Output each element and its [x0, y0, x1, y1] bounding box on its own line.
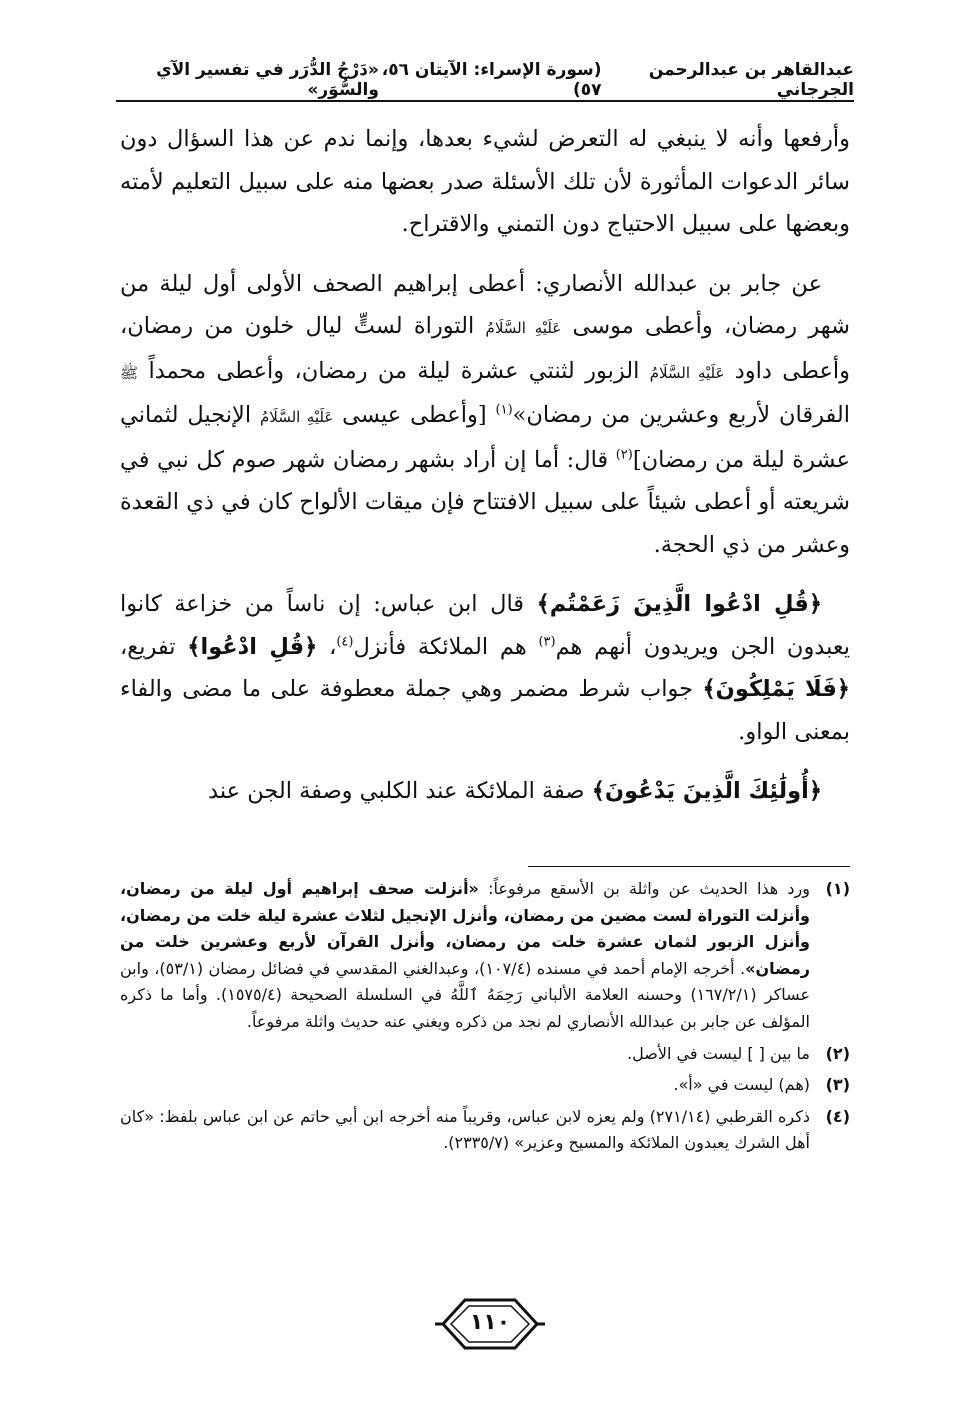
honorific-symbol: عَلَيْهِ السَّلَامُ	[485, 319, 562, 337]
footnote-divider	[528, 866, 850, 867]
footnote-ref-2[interactable]: (٢)	[615, 447, 633, 462]
footnote-number: (٤)	[825, 1106, 850, 1126]
footnote-number: (١)	[825, 879, 850, 898]
honorific-symbol: عَلَيْهِ السَّلَامُ	[259, 408, 334, 426]
footnote-ref-3[interactable]: (٣)	[538, 634, 556, 649]
running-header	[116, 62, 854, 98]
footnote-ref-1[interactable]: (١)	[495, 402, 513, 418]
quran-quote: ﴿قُلِ ادْعُوا الَّذِينَ زَعَمْتُم﴾	[536, 591, 822, 617]
page-number: ١١٠	[435, 1296, 545, 1352]
header-author: عبدالقاهر بن عبدالرحمن الجرجاني	[648, 60, 854, 100]
footnote-2: (٢) ما بين [ ] ليست في الأصل.	[120, 1041, 850, 1068]
honorific-symbol: عَلَيْهِ السَّلَامُ	[649, 363, 725, 382]
header-divider	[116, 100, 854, 102]
footnotes	[120, 876, 850, 1162]
header-surah: (سورة الإسراء: الآيتان ٥٦، ٥٧)	[381, 60, 602, 100]
quran-quote: ﴿أُولَٰئِكَ الَّذِينَ يَدْعُونَ﴾	[591, 778, 822, 804]
footnote-1: (١) ورد هذا الحديث عن واثلة بن الأسقع مرفوعاً: «أنزلت صحف إبراهيم أول ليلة من رمضان، وأنزلت التوراة لست مضين من رمضان، وأنزل الإنجيل لثلاث عشرة ليلة خلت من رمضان، وأنزل الزبور لثمان عشرة خلت من رمضان، وأنزل القرآن لأربع وعشرين خلت من رمضان». أخرجه الإمام أحمد في مسنده (١٠٧/٤)، وعبدالغني المقدسي في فضائل رمضان (٥٣/١)، وابن عساكر (١٦٧/٢/١) وحسنه العلامة الألباني رَحِمَهُ ٱللَّهُ في السلسلة الصحيحة (١٥٧٥/٤). وأما ما ذكره المؤلف عن جابر بن عبدالله الأنصاري لم نجد من ذكره ويغني عنه حديث واثلة مرفوعاً.	[120, 876, 850, 1036]
paragraph-1: وأرفعها وأنه لا ينبغي له التعرض لشيء بعدها، وإنما ندم عن هذا السؤال دون سائر الدعوات المأثورة لأن تلك الأسئلة صدر بعضها منه على سبيل التعليم لأمته وبعضها على سبيل الاحتياج دون التمني والاقتراح.	[120, 126, 850, 237]
honorific-symbol: ﷺ	[120, 363, 139, 382]
paragraph-3: ﴿قُلِ ادْعُوا الَّذِينَ زَعَمْتُم﴾ قال ابن عباس: إن ناساً من خزاعة كانوا يعبدون الجن ويريدون أنهم هم$^{(٣)}$ هم الملائكة فأنزل$^{(٤)}$، ﴿قُلِ ادْعُوا﴾ تفريع، ﴿فَلَا يَمْلِكُونَ﴾ جواب شرط مضمر وهي جملة معطوفة على ما مضى والفاء بمعنى الواو.	[120, 591, 851, 745]
footnote-number: (٢)	[825, 1043, 850, 1063]
paragraph-4: ﴿أُولَٰئِكَ الَّذِينَ يَدْعُونَ﴾ صفة الملائكة عند الكلبي وصفة الجن عند	[208, 778, 822, 804]
paragraph-2: عن جابر بن عبدالله الأنصاري: أعطى إبراهيم الصحف الأولى أول ليلة من شهر رمضان، وأعطى موسى عَلَيْهِ السَّلَامُ التوراة لستٍّ ليال خلون من رمضان، وأعطى داود عَلَيْهِ السَّلَامُ الزبور لثنتي عشرة ليلة من رمضان، وأعطى محمداً ﷺ الفرقان لأربع وعشرين من رمضان»$^{(١)}$ [وأعطى عيسى عَلَيْهِ السَّلَامُ الإنجيل لثماني عشرة ليلة من رمضان]$^{(٢)}$ قال: أما إن أراد بشهر رمضان شهر صوم كل نبي في شريعته أو أعطى شيئاً على سبيل الافتتاح فإن ميقات الألواح كان في ذي القعدة وعشر من ذي الحجة.	[120, 270, 851, 558]
footnote-3: (٣) (هم) ليست في «أ».	[120, 1072, 850, 1099]
footnote-number: (٣)	[825, 1075, 850, 1095]
footnote-4: (٤) ذكره القرطبي (٢٧١/١٤) ولم يعزه لابن عباس، وقريباً منه أخرجه ابن أبي حاتم عن ابن عباس بلفظ: «كان أهل الشرك يعبدون الملائكة والمسيح وعزير» (٢٣٣٥/٧).	[120, 1104, 850, 1157]
main-text	[120, 118, 850, 830]
hadith-text: «أنزلت صحف إبراهيم أول ليلة من رمضان، وأنزلت التوراة لست مضين من رمضان، وأنزل الإنجيل لثلاث عشرة ليلة خلت من رمضان، وأنزل الزبور لثمان عشرة خلت من رمضان، وأنزل القرآن لأربع وعشرين خلت من رمضان»	[120, 879, 811, 978]
header-book-title: «دَرْجُ الدُّرَر في تفسير الآي والسُّوَر»	[156, 60, 379, 100]
quran-quote: ﴿قُلِ ادْعُوا﴾	[187, 633, 318, 660]
footnote-ref-4[interactable]: (٤)	[336, 634, 354, 649]
quran-quote: ﴿فَلَا يَمْلِكُونَ﴾	[702, 676, 850, 702]
